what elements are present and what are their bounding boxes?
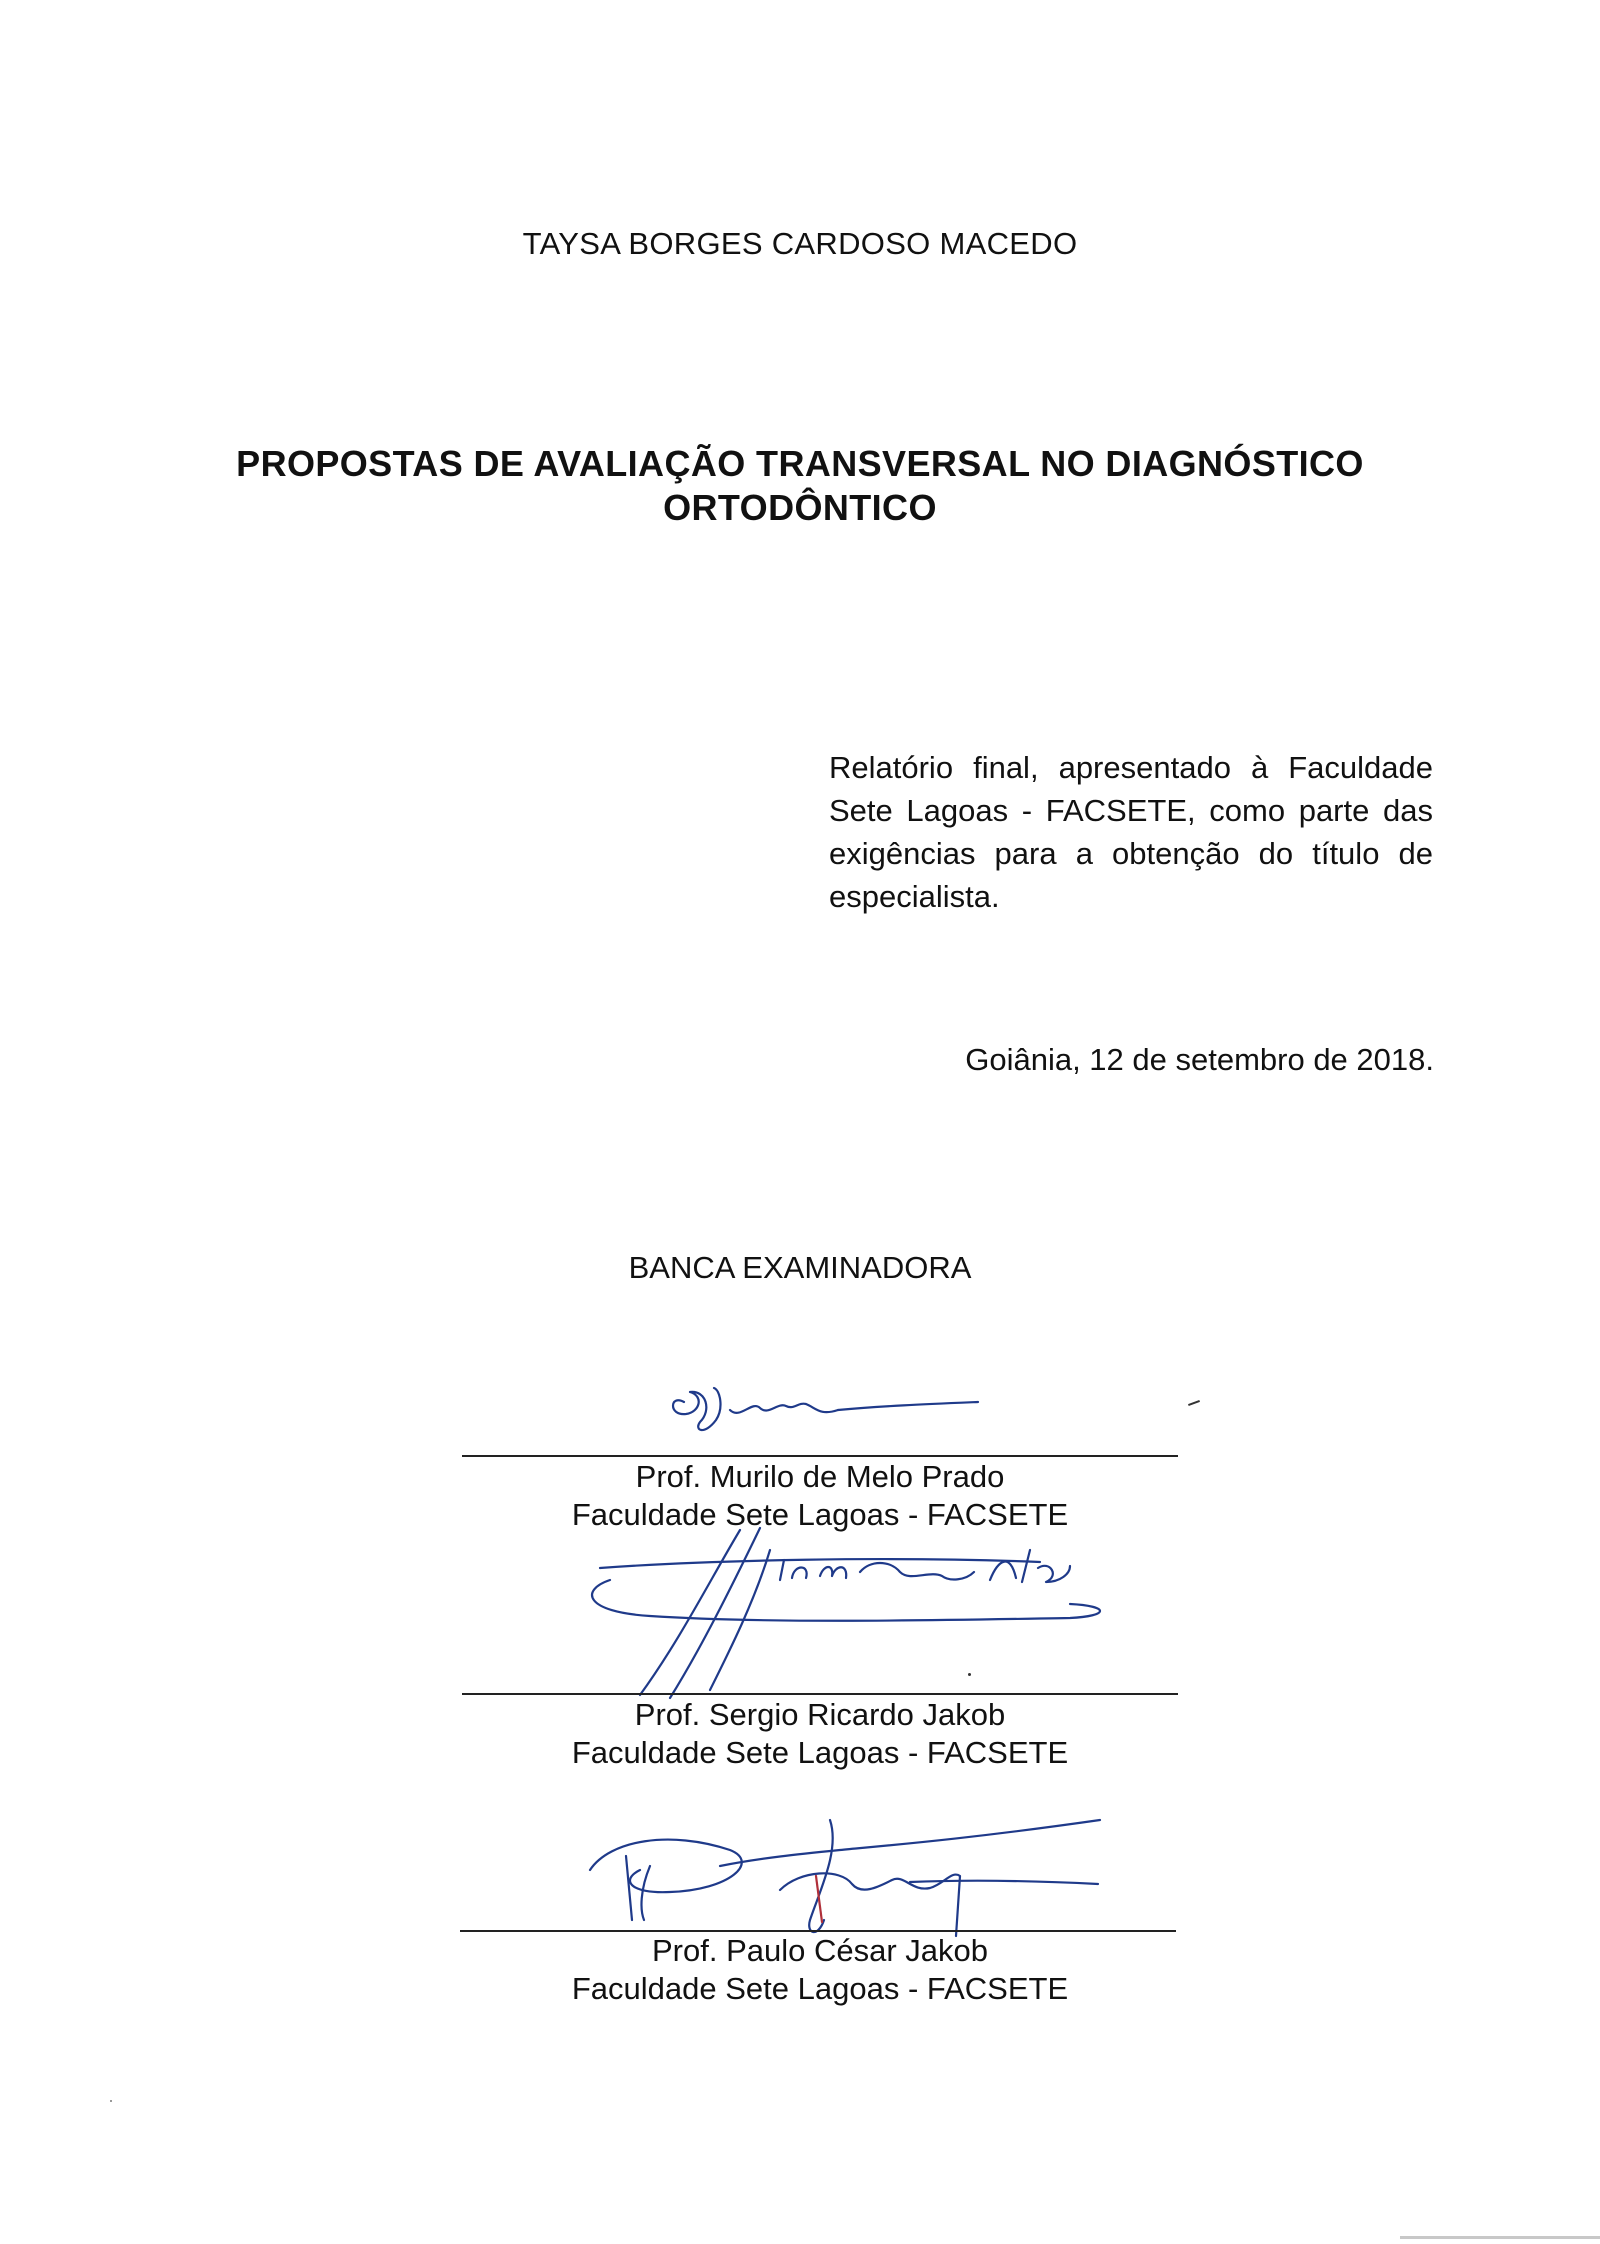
- examiner-2-institution: Faculdade Sete Lagoas - FACSETE: [571, 1735, 1069, 1770]
- mark-dot: [968, 1673, 971, 1676]
- thesis-title-line-1: PROPOSTAS DE AVALIAÇÃO TRANSVERSAL NO DIAGNÓSTICO: [236, 443, 1364, 484]
- signature-line-1: [462, 1455, 1178, 1457]
- scan-artifact-bottom: [1400, 2236, 1600, 2239]
- examiner-2-name: Prof. Sergio Ricardo Jakob: [634, 1697, 1006, 1732]
- author-name: TAYSA BORGES CARDOSO MACEDO: [522, 226, 1078, 261]
- thesis-title: [200, 442, 1400, 530]
- signature-paulo-jakob: [580, 1810, 1120, 1940]
- signature-line-2: [462, 1693, 1178, 1695]
- examiner-3-name: Prof. Paulo César Jakob: [651, 1933, 988, 1968]
- thesis-title-line-2: ORTODÔNTICO: [663, 487, 937, 528]
- place-and-date: Goiânia, 12 de setembro de 2018.: [965, 1042, 1434, 1077]
- committee-heading: BANCA EXAMINADORA: [628, 1250, 972, 1285]
- examiner-3: [460, 1932, 1180, 2008]
- signature-murilo-prado: [660, 1380, 990, 1450]
- presentation-note: Relatório final, apresentado à Faculdade Sete Lagoas - FACSETE, como parte das exigências para a obtenção do título de especialista.: [829, 750, 1433, 914]
- scan-artifact-left: [110, 2100, 112, 2102]
- examiner-1-institution: Faculdade Sete Lagoas - FACSETE: [571, 1497, 1069, 1532]
- signature-sergio-jakob: [570, 1520, 1130, 1700]
- examiner-2: [460, 1696, 1180, 1772]
- examiner-3-institution: Faculdade Sete Lagoas - FACSETE: [571, 1971, 1069, 2006]
- mark-dash: [1188, 1400, 1200, 1406]
- examiner-1-name: Prof. Murilo de Melo Prado: [635, 1459, 1005, 1494]
